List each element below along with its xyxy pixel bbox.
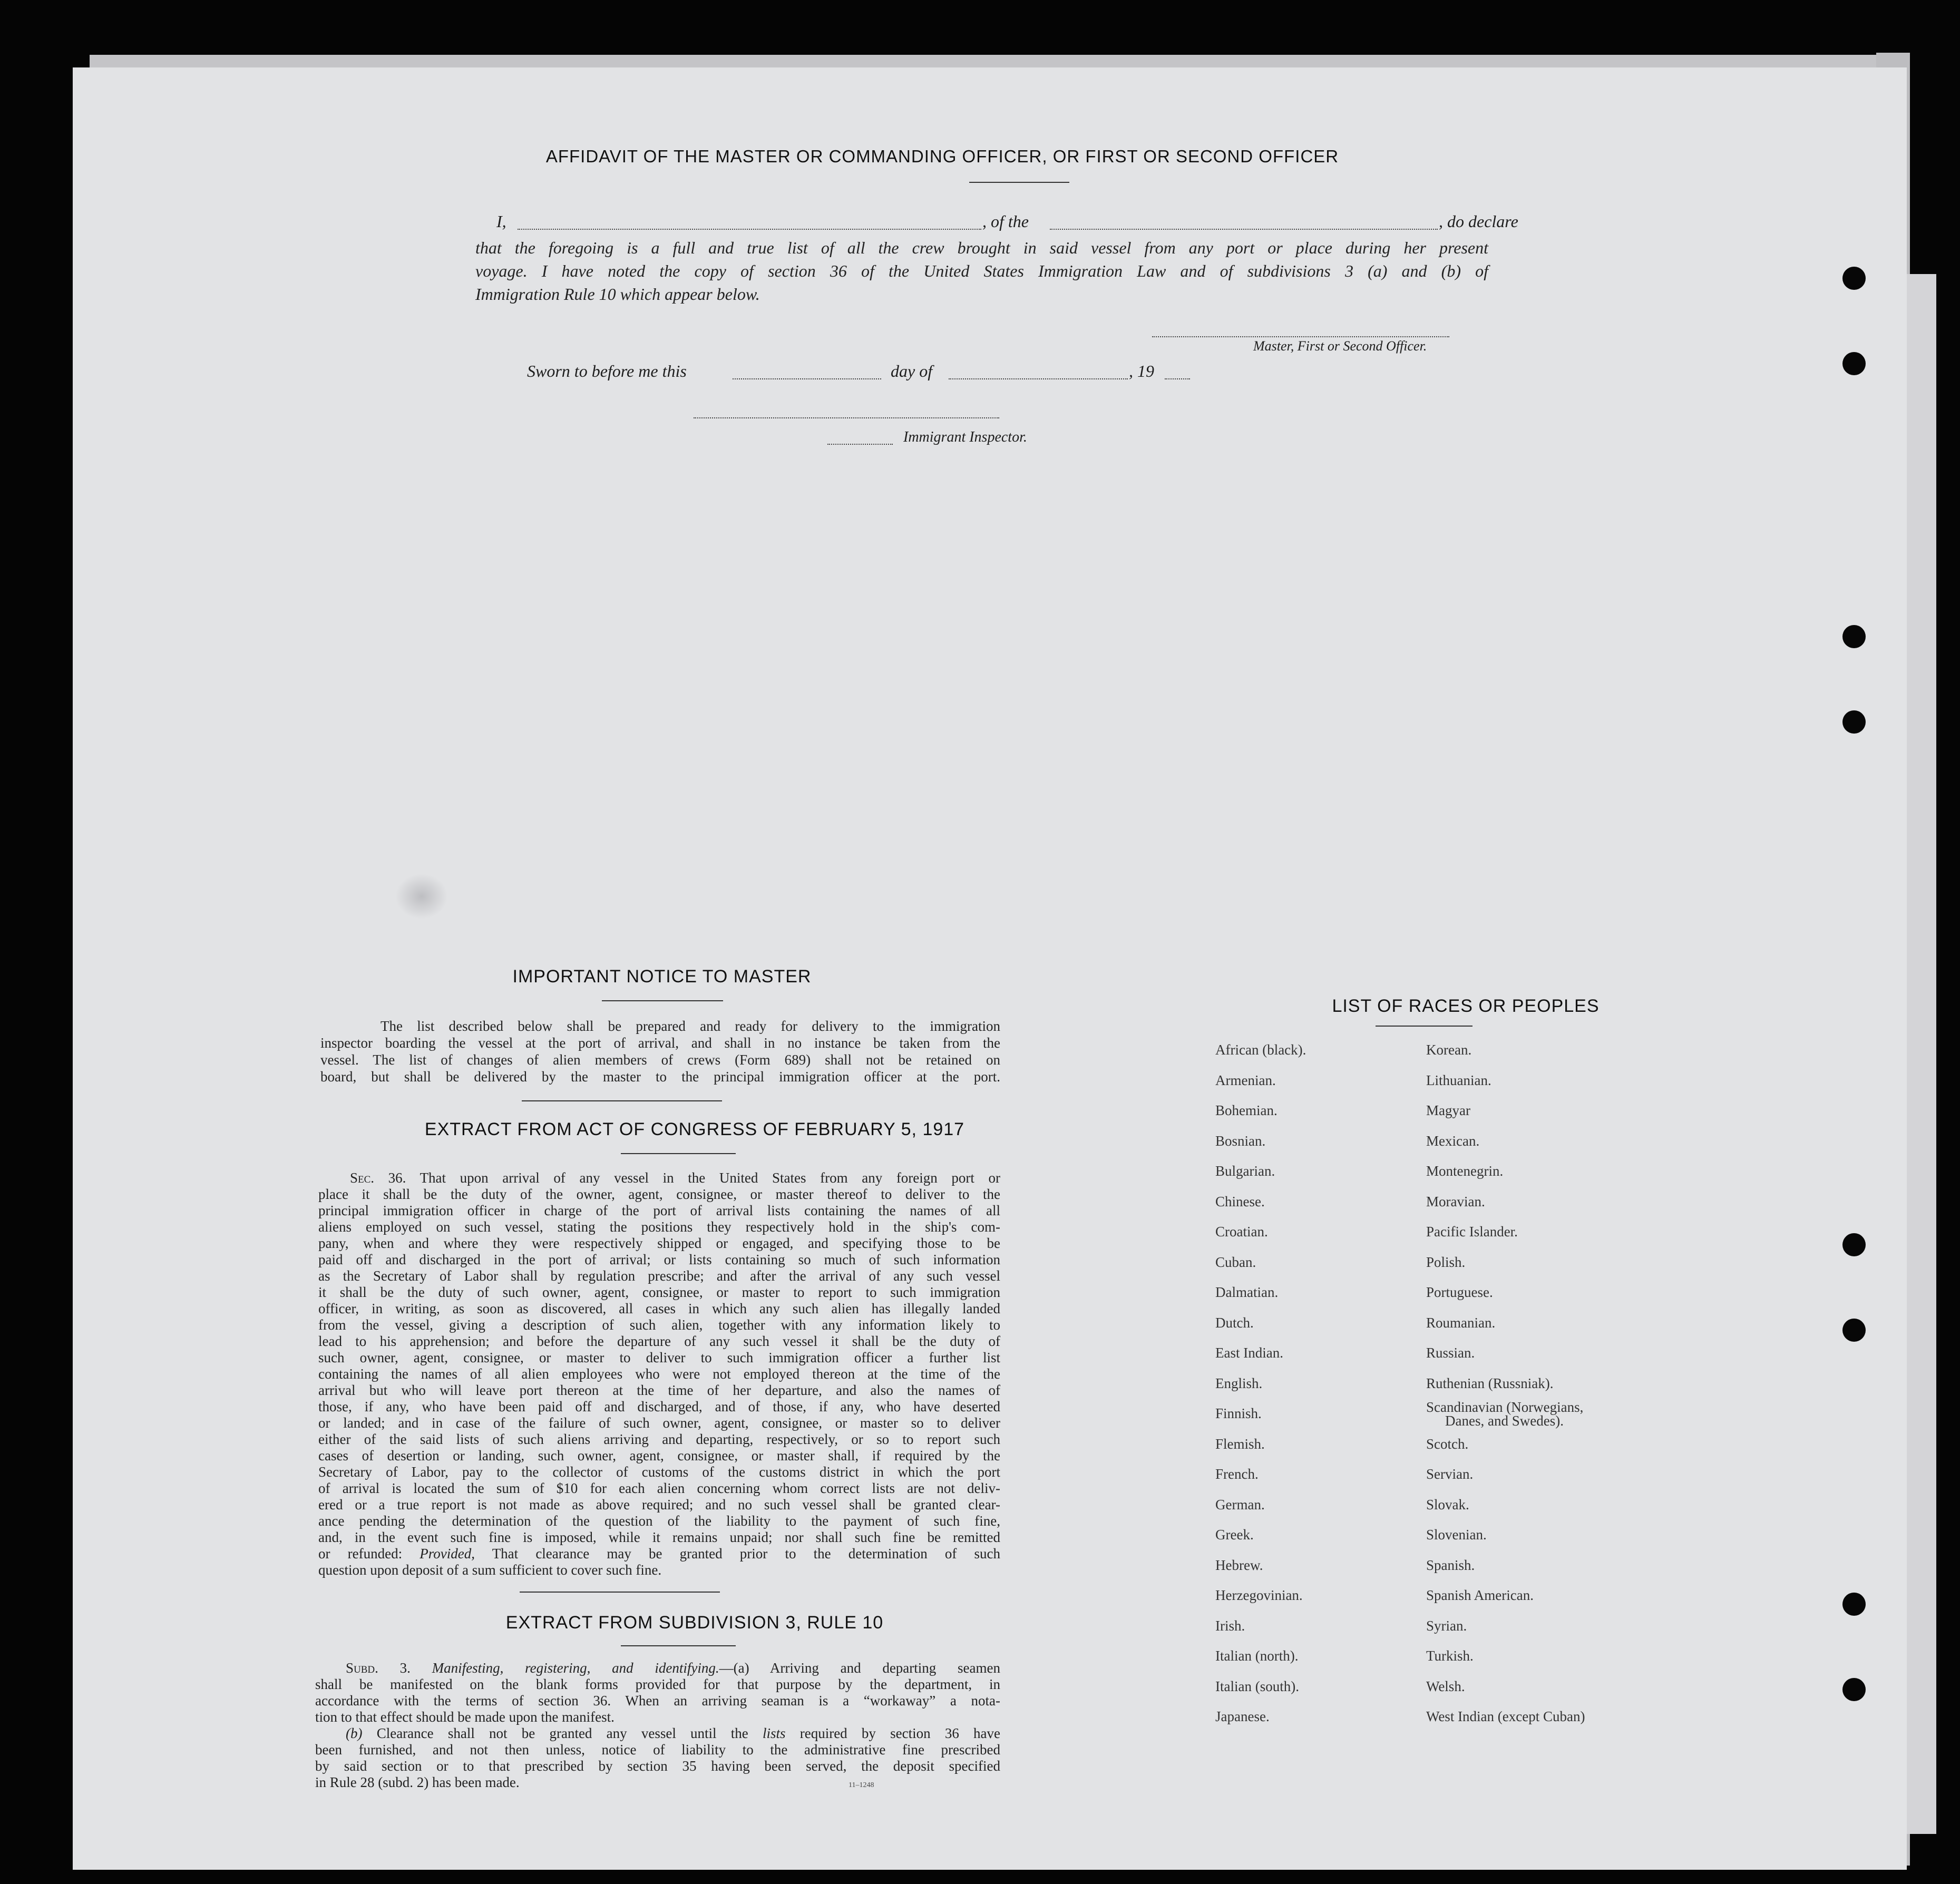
subdivision-a: —(a) Arriving and departing seamen bbox=[719, 1660, 1000, 1676]
provided-rest: That clearance may be granted prior to the determination of such bbox=[492, 1546, 1001, 1561]
form-page bbox=[73, 67, 1907, 1870]
affidavit-line4: Immigration Rule 10 which appear below. bbox=[475, 285, 760, 304]
race-item: Lithuanian. bbox=[1426, 1072, 1491, 1088]
sworn-prefix: Sworn to before me this bbox=[527, 362, 687, 380]
race-item: Bulgarian. bbox=[1215, 1163, 1275, 1179]
notice-line: inspector boarding the vessel at the port of arrival, and shall in no instance be taken from the bbox=[320, 1035, 1000, 1051]
race-item: Pacific Islander. bbox=[1426, 1224, 1518, 1239]
race-item: Spanish. bbox=[1426, 1557, 1475, 1573]
race-item: Armenian. bbox=[1215, 1072, 1276, 1088]
race-item: Italian (south). bbox=[1215, 1678, 1299, 1694]
act-line: as the Secretary of Labor shall by regulation prescribe; and after the arrival of any such vessel bbox=[318, 1268, 1000, 1284]
b-lists: lists bbox=[762, 1725, 786, 1741]
vessel-name-field[interactable] bbox=[1050, 229, 1438, 230]
rule-line: tion to that effect should be made upon the manifest. bbox=[315, 1709, 615, 1725]
race-item: English. bbox=[1215, 1375, 1263, 1391]
affidavit-of-the: , of the bbox=[982, 212, 1029, 231]
races-heading: LIST OF RACES OR PEOPLES bbox=[1332, 996, 1600, 1016]
race-item: Russian. bbox=[1426, 1345, 1475, 1361]
inspector-signature-line[interactable] bbox=[694, 417, 999, 418]
race-item: Bohemian. bbox=[1215, 1102, 1278, 1118]
master-signature-caption: Master, First or Second Officer. bbox=[1253, 338, 1427, 354]
race-item: Italian (north). bbox=[1215, 1648, 1299, 1664]
act-line: paid off and discharged in the port of arrival; or lists containing so much of such information bbox=[318, 1252, 1000, 1267]
sworn-day-field[interactable] bbox=[733, 378, 881, 379]
rule-line-b bbox=[346, 1725, 1000, 1742]
act-line-provided bbox=[318, 1546, 1000, 1563]
act-line: it shall be the duty of such owner, agent, consignee, or master to report to such immigration bbox=[318, 1284, 1000, 1300]
race-item: French. bbox=[1215, 1466, 1259, 1482]
race-item: Herzegovinian. bbox=[1215, 1587, 1303, 1603]
act-line: cases of desertion or landing, such owner, agent, consignee, or master shall, if required by the bbox=[318, 1448, 1000, 1463]
affidavit-line1 bbox=[475, 212, 1564, 233]
section-label: Sec. 36. bbox=[350, 1170, 406, 1186]
race-item: Montenegrin. bbox=[1426, 1163, 1504, 1179]
binder-hole bbox=[1842, 1319, 1866, 1342]
act-line: place it shall be the duty of the owner, agent, consignee, or master thereof to deliver to the bbox=[318, 1186, 1000, 1202]
rule-line-first bbox=[346, 1660, 1000, 1677]
sworn-day-of: day of bbox=[891, 362, 933, 380]
rule-line: in Rule 28 (subd. 2) has been made. bbox=[315, 1774, 520, 1790]
binder-hole bbox=[1842, 1593, 1866, 1616]
subdivision-title: Manifesting, registering, and identifying. bbox=[432, 1660, 719, 1676]
b-label: (b) bbox=[346, 1725, 363, 1741]
provided-word: Provided, bbox=[420, 1546, 475, 1561]
race-item: Dutch. bbox=[1215, 1314, 1254, 1331]
race-item: Turkish. bbox=[1426, 1648, 1474, 1664]
race-item: Flemish. bbox=[1215, 1436, 1265, 1452]
sworn-year-field[interactable] bbox=[1165, 378, 1190, 379]
act-line: ered or a true report is not made as above required; and no such vessel shall be granted clear- bbox=[318, 1497, 1000, 1512]
act-line: such owner, agent, consignee, or master to deliver to such immigration officer a further list bbox=[318, 1350, 1000, 1365]
race-item: Scotch. bbox=[1426, 1436, 1469, 1452]
affidavit-line2: that the foregoing is a full and true list of all the crew brought in said vessel from any port or place during her present bbox=[475, 238, 1488, 257]
heading-rule bbox=[621, 1645, 736, 1646]
heading-rule bbox=[969, 182, 1069, 183]
affidavit-i: I, bbox=[496, 212, 506, 231]
master-signature-line[interactable] bbox=[1152, 336, 1449, 337]
rule-heading: EXTRACT FROM SUBDIVISION 3, RULE 10 bbox=[505, 1613, 884, 1633]
act-line: aliens employed on such vessel, stating the positions they respectively hold in the ship's com- bbox=[318, 1219, 1000, 1235]
affidavit-line3: voyage. I have noted the copy of section 36 of the United States Immigration Law and of subdivisions 3 (a) and (b) of bbox=[475, 261, 1488, 280]
b-end: required by section 36 have bbox=[799, 1725, 1000, 1741]
act-line: either of the said lists of such aliens arriving and departing, respectively, or so to report such bbox=[318, 1431, 1000, 1447]
affidavit-heading: AFFIDAVIT OF THE MASTER OR COMMANDING OFFICER, OR FIRST OR SECOND OFFICER bbox=[545, 147, 1339, 166]
act-line: and, in the event such fine is imposed, while it remains unpaid; nor shall such fine be remitted bbox=[318, 1529, 1000, 1545]
race-item: Servian. bbox=[1426, 1466, 1474, 1482]
act-line: or landed; and in case of the failure of such owner, agent, consignee, or master so to deliver bbox=[318, 1415, 1000, 1431]
sworn-year: , 19 bbox=[1129, 362, 1154, 380]
act-line: That upon arrival of any vessel in the United States from any foreign port or bbox=[420, 1170, 1001, 1186]
race-item: West Indian (except Cuban) bbox=[1426, 1709, 1585, 1724]
race-item: Mexican. bbox=[1426, 1133, 1480, 1149]
sworn-month-field[interactable] bbox=[949, 378, 1128, 379]
act-line: pany, when and where they were respectively shipped or engaged, and specifying those to be bbox=[318, 1235, 1000, 1251]
act-line: question upon deposit of a sum sufficient to cover such fine. bbox=[318, 1562, 662, 1578]
act-line: arrival but who will leave port thereon at the time of her departure, and also the names of bbox=[318, 1382, 1000, 1398]
act-line: Secretary of Labor, pay to the collector of customs of the customs district in which the port bbox=[318, 1464, 1000, 1480]
race-item: Syrian. bbox=[1426, 1617, 1467, 1634]
race-item: Slovenian. bbox=[1426, 1527, 1487, 1543]
race-item-continuation: Danes, and Swedes). bbox=[1445, 1413, 1564, 1429]
inspector-name-dots bbox=[827, 444, 893, 445]
sworn-line bbox=[527, 362, 1286, 383]
race-item: Moravian. bbox=[1426, 1193, 1485, 1209]
act-line: ance pending the determination of the question of the liability to the payment of such fine, bbox=[318, 1513, 1000, 1529]
act-line: or refunded: bbox=[318, 1546, 403, 1561]
notice-heading: IMPORTANT NOTICE TO MASTER bbox=[512, 967, 812, 987]
race-item: German. bbox=[1215, 1496, 1265, 1512]
act-line: those, if any, who have been paid off and discharged, and of those, if any, who have deserted bbox=[318, 1399, 1000, 1414]
race-item: Korean. bbox=[1426, 1042, 1472, 1058]
race-item: Welsh. bbox=[1426, 1678, 1465, 1694]
binder-hole bbox=[1842, 1678, 1866, 1701]
binder-hole bbox=[1842, 267, 1866, 290]
act-line: lead to his apprehension; and before the departure of any such vessel it shall be the duty of bbox=[318, 1333, 1000, 1349]
back-sheet-edge-right-2 bbox=[1907, 274, 1936, 1834]
act-line: of arrival is located the sum of $10 for each alien concerning whom correct lists are not deliv- bbox=[318, 1480, 1000, 1496]
race-item: Cuban. bbox=[1215, 1254, 1256, 1270]
section-divider bbox=[522, 1100, 722, 1101]
notice-line: vessel. The list of changes of alien members of crews (Form 689) shall not be retained on bbox=[320, 1052, 1000, 1068]
race-item: Japanese. bbox=[1215, 1709, 1270, 1724]
race-item: Magyar bbox=[1426, 1102, 1470, 1118]
act-line-first bbox=[350, 1170, 1000, 1187]
heading-rule bbox=[621, 1153, 736, 1154]
notice-line: board, but shall be delivered by the master to the principal immigration officer at the port. bbox=[320, 1069, 1000, 1085]
race-item: Bosnian. bbox=[1215, 1133, 1266, 1149]
b-start: Clearance shall not be granted any vessel until the bbox=[376, 1725, 748, 1741]
notice-line: The list described below shall be prepared and ready for delivery to the immigration bbox=[381, 1018, 1000, 1034]
race-item: Finnish. bbox=[1215, 1405, 1262, 1421]
race-item: Irish. bbox=[1215, 1617, 1245, 1634]
act-heading: EXTRACT FROM ACT OF CONGRESS OF FEBRUARY 5, 1917 bbox=[424, 1119, 965, 1139]
race-item: Polish. bbox=[1426, 1254, 1466, 1270]
rule-line: shall be manifested on the blank forms provided for that purpose by the department, in bbox=[315, 1676, 1000, 1692]
race-item: Scandinavian (Norwegians, bbox=[1426, 1399, 1584, 1415]
race-item: Chinese. bbox=[1215, 1193, 1265, 1209]
binder-hole bbox=[1842, 1233, 1866, 1256]
binder-hole bbox=[1842, 625, 1866, 648]
race-item: Portuguese. bbox=[1426, 1284, 1493, 1300]
subdivision-label: Subd. 3. bbox=[346, 1660, 411, 1676]
act-line: principal immigration officer in charge of the port of arrival lists containing the names of all bbox=[318, 1203, 1000, 1218]
form-number: 11–1248 bbox=[849, 1781, 874, 1789]
affidavit-declare: , do declare bbox=[1439, 212, 1518, 231]
act-line: from the vessel, giving a description of such alien, together with any information likely to bbox=[318, 1317, 1000, 1333]
rule-line: accordance with the terms of section 36. When an arriving seaman is a “workaway” a nota- bbox=[315, 1693, 1000, 1709]
heading-rule bbox=[1376, 1026, 1473, 1027]
smudge-mark bbox=[395, 874, 448, 919]
race-item: Hebrew. bbox=[1215, 1557, 1263, 1573]
rule-line: by said section or to that prescribed by section 35 having been served, the deposit specified bbox=[315, 1758, 1000, 1774]
inspector-caption: Immigrant Inspector. bbox=[903, 429, 1027, 445]
act-line: containing the names of all alien employees who were not employed thereon at the time of the bbox=[318, 1366, 1000, 1382]
master-name-field[interactable] bbox=[518, 229, 981, 230]
race-item: Spanish American. bbox=[1426, 1587, 1534, 1603]
race-item: Greek. bbox=[1215, 1527, 1254, 1543]
binder-hole bbox=[1842, 710, 1866, 734]
binder-hole bbox=[1842, 352, 1866, 375]
race-item: East Indian. bbox=[1215, 1345, 1283, 1361]
race-item: Ruthenian (Russniak). bbox=[1426, 1375, 1554, 1391]
race-item: African (black). bbox=[1215, 1042, 1306, 1058]
race-item: Croatian. bbox=[1215, 1224, 1268, 1239]
rule-line: been furnished, and not then unless, notice of liability to the administrative fine prescribed bbox=[315, 1742, 1000, 1758]
act-line: officer, in writing, as soon as discovered, all cases in which any such alien has illegally landed bbox=[318, 1301, 1000, 1316]
race-item: Roumanian. bbox=[1426, 1314, 1496, 1331]
race-item: Dalmatian. bbox=[1215, 1284, 1279, 1300]
section-divider bbox=[520, 1592, 720, 1593]
race-item: Slovak. bbox=[1426, 1496, 1469, 1512]
